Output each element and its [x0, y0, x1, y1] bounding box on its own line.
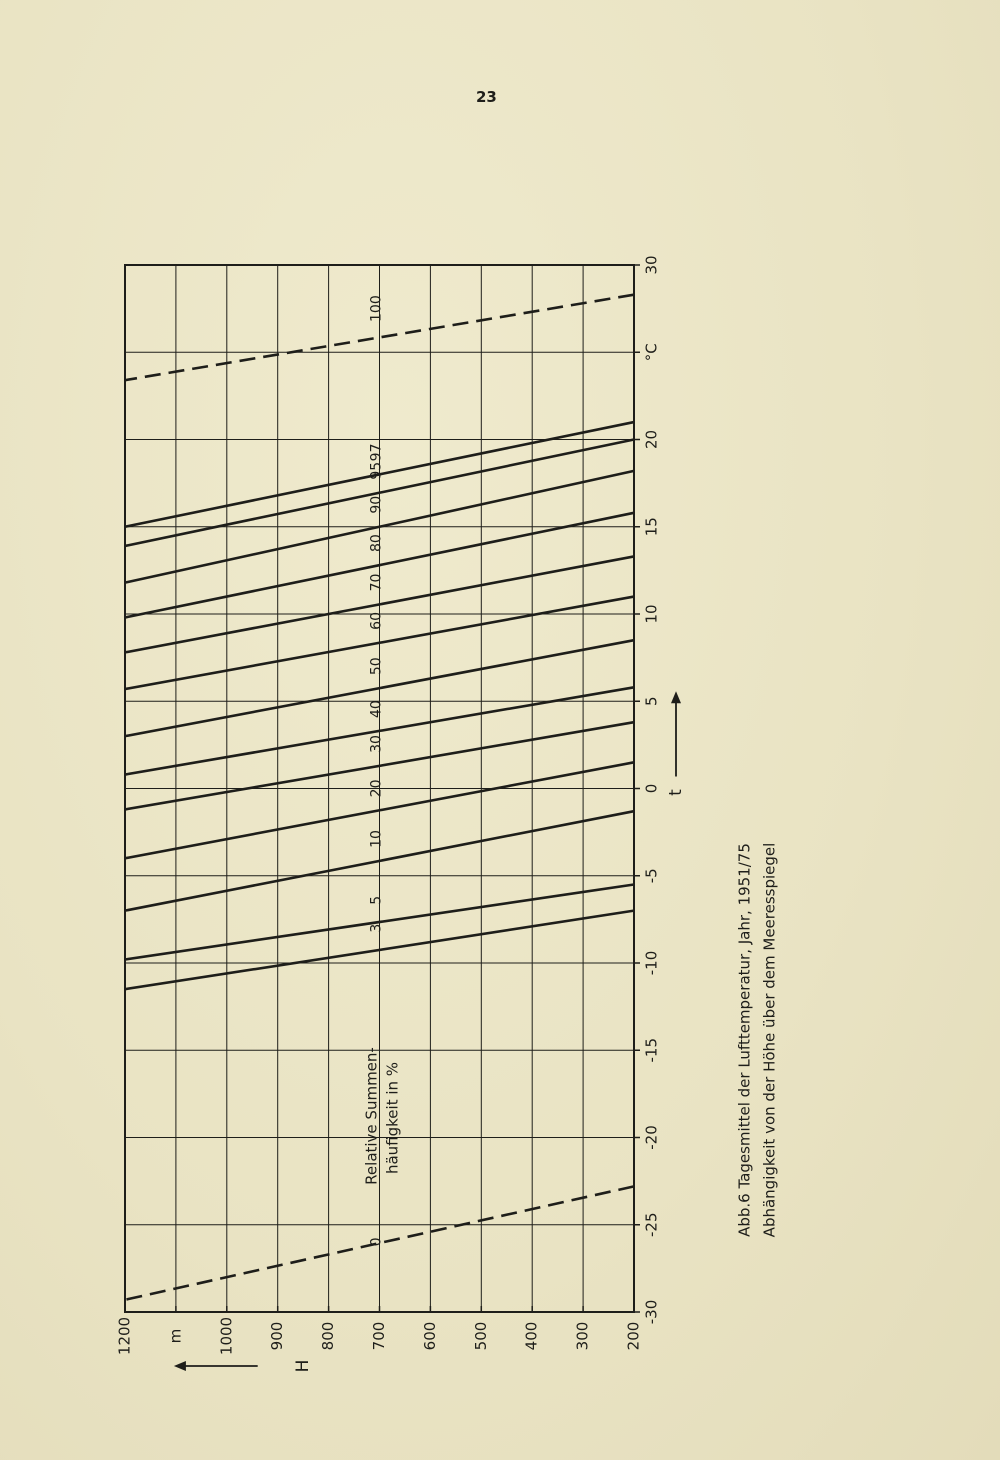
series-label-3: 3	[368, 923, 385, 933]
height-unit-label: m	[166, 1328, 185, 1344]
height-tick-label: 500	[471, 1321, 490, 1351]
temperature-tick-label: 30	[642, 255, 661, 275]
temperature-tick-label: 5	[642, 696, 661, 707]
height-tick-label: 400	[522, 1321, 541, 1351]
series-label-20: 20	[368, 779, 385, 798]
temperature-tick-label: -15	[642, 1038, 661, 1063]
temperature-axis-label: t	[666, 789, 686, 796]
series-label-30: 30	[368, 735, 385, 753]
series-label-5: 5	[368, 895, 385, 905]
series-label-10: 10	[368, 830, 385, 848]
height-tick-label: 700	[370, 1321, 388, 1351]
height-tick-label: 800	[319, 1321, 338, 1351]
height-tick-label: 900	[268, 1321, 287, 1351]
page-number: 23	[476, 88, 497, 106]
series-label-80: 80	[368, 534, 385, 553]
legend-title-line1: Relative Summen-	[362, 1047, 381, 1185]
series-label-100: 100	[368, 295, 385, 323]
temperature-tick-label: -10	[642, 950, 661, 976]
series-label-90: 90	[368, 495, 385, 514]
temperature-tick-label: 15	[642, 517, 661, 537]
series-label-95: 95	[368, 461, 385, 480]
series-label-50: 50	[368, 657, 385, 676]
caption-line1: Abb.6 Tagesmittel der Lufttemperatur, Jahr, 1951/75	[735, 843, 754, 1237]
height-tick-label: 1000	[217, 1316, 236, 1356]
temperature-tick-label: -5	[642, 868, 661, 884]
temperature-unit-label: °C	[642, 343, 661, 362]
height-tick-label: 200	[624, 1321, 643, 1351]
height-tick-label: 300	[573, 1321, 592, 1351]
series-label-0: 0	[368, 1237, 385, 1247]
legend-title-line2: häufigkeit in %	[383, 1061, 402, 1175]
chart-labels	[116, 255, 687, 1372]
temperature-axis-arrowhead	[671, 691, 681, 703]
temperature-tick-label: -30	[642, 1299, 661, 1325]
series-label-70: 70	[368, 573, 385, 592]
height-tick-label: 1200	[115, 1316, 134, 1356]
temperature-tick-label: -25	[642, 1212, 661, 1237]
height-axis-label: H	[293, 1359, 314, 1373]
series-label-97: 97	[368, 443, 385, 462]
figure-caption	[736, 843, 779, 1238]
height-axis-arrowhead	[174, 1361, 186, 1371]
height-tick-label: 600	[420, 1321, 439, 1351]
series-label-40: 40	[368, 700, 385, 719]
temperature-tick-label: 10	[642, 604, 661, 624]
temperature-tick-label: -20	[642, 1125, 661, 1150]
series-label-60: 60	[368, 612, 385, 630]
temperature-tick-label: 20	[642, 429, 661, 450]
temperature-tick-label: 0	[642, 783, 661, 794]
caption-line2: Abhängigkeit von der Höhe über dem Meeresspiegel	[760, 842, 779, 1238]
